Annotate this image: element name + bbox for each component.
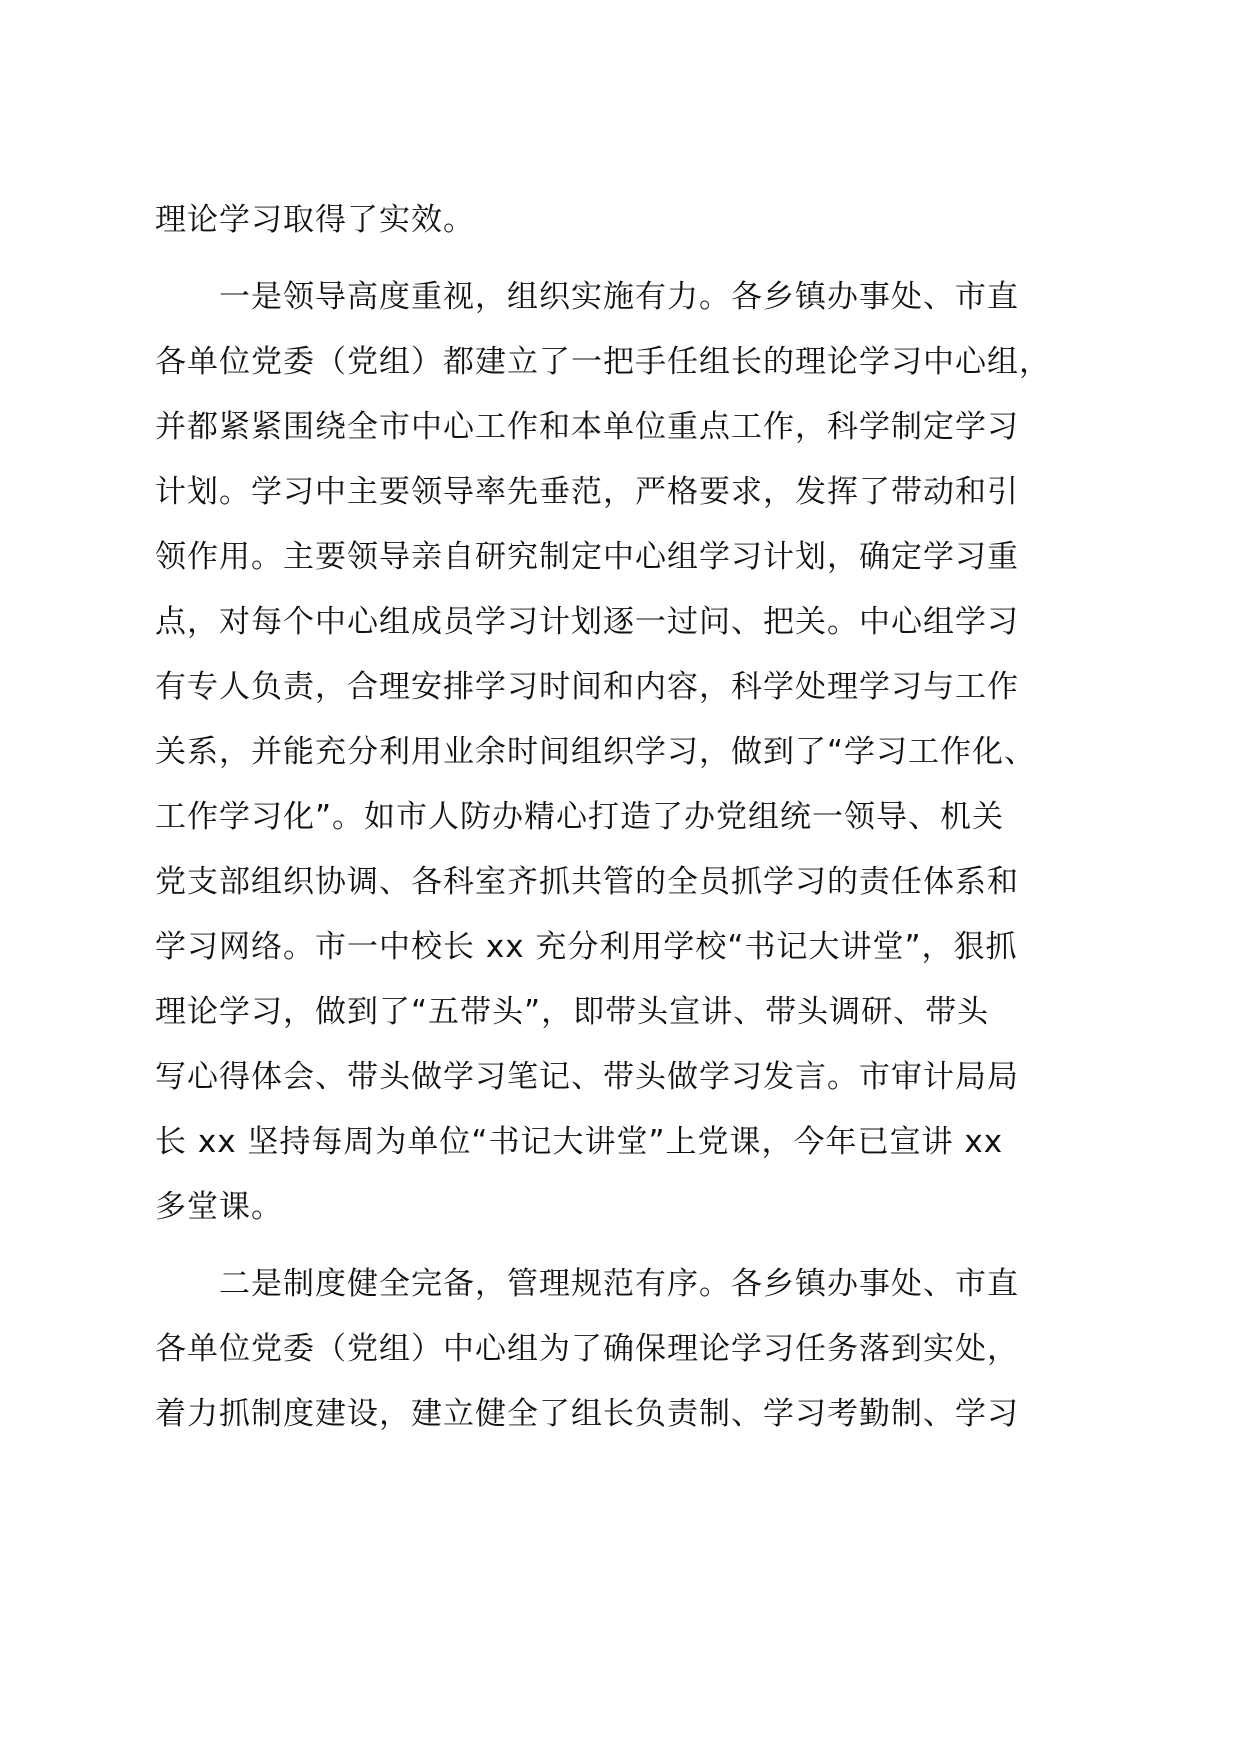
text-line: 各单位党委（党组）中心组为了确保理论学习任务落到实处， bbox=[155, 1331, 1019, 1367]
text-line: 一是领导高度重视，组织实施有力。各乡镇办事处、市直 bbox=[219, 279, 1019, 315]
text-line: 二是制度健全完备，管理规范有序。各乡镇办事处、市直 bbox=[219, 1266, 1019, 1302]
text-line: 并都紧紧围绕全市中心工作和本单位重点工作，科学制定学习 bbox=[155, 409, 1019, 445]
paragraph-continuation bbox=[155, 188, 1095, 253]
text-line: 工作学习化”。如市人防办精心打造了办党组统一领导、机关 bbox=[155, 799, 1005, 835]
text-line: 长 xx 坚持每周为单位“书记大讲堂”上党课，今年已宣讲 xx bbox=[155, 1124, 1004, 1160]
text-line: 理论学习，做到了“五带头”，即带头宣讲、带头调研、带头 bbox=[155, 994, 990, 1030]
paragraph-leadership bbox=[155, 265, 1095, 1240]
text-line: 有专人负责，合理安排学习时间和内容，科学处理学习与工作 bbox=[155, 669, 1019, 705]
text-line: 着力抓制度建设，建立健全了组长负责制、学习考勤制、学习 bbox=[155, 1396, 1019, 1432]
text-line: 领作用。主要领导亲自研究制定中心组学习计划，确定学习重 bbox=[155, 539, 1019, 575]
text-line: 学习网络。市一中校长 xx 充分利用学校“书记大讲堂”，狠抓 bbox=[155, 929, 1018, 965]
text-line: 计划。学习中主要领导率先垂范，严格要求，发挥了带动和引 bbox=[155, 474, 1019, 510]
text-line: 写心得体会、带头做学习笔记、带头做学习发言。市审计局局 bbox=[155, 1059, 1019, 1095]
text-line: 关系，并能充分利用业余时间组织学习，做到了“学习工作化、 bbox=[155, 734, 1037, 770]
document-body bbox=[155, 188, 1095, 1447]
text-line: 各单位党委（党组）都建立了一把手任组长的理论学习中心组， bbox=[155, 344, 1051, 380]
text-line: 多堂课。 bbox=[155, 1189, 283, 1225]
text-line: 理论学习取得了实效。 bbox=[155, 202, 475, 238]
paragraph-system bbox=[155, 1252, 1095, 1447]
text-line: 党支部组织协调、各科室齐抓共管的全员抓学习的责任体系和 bbox=[155, 864, 1019, 900]
text-line: 点，对每个中心组成员学习计划逐一过问、把关。中心组学习 bbox=[155, 604, 1019, 640]
